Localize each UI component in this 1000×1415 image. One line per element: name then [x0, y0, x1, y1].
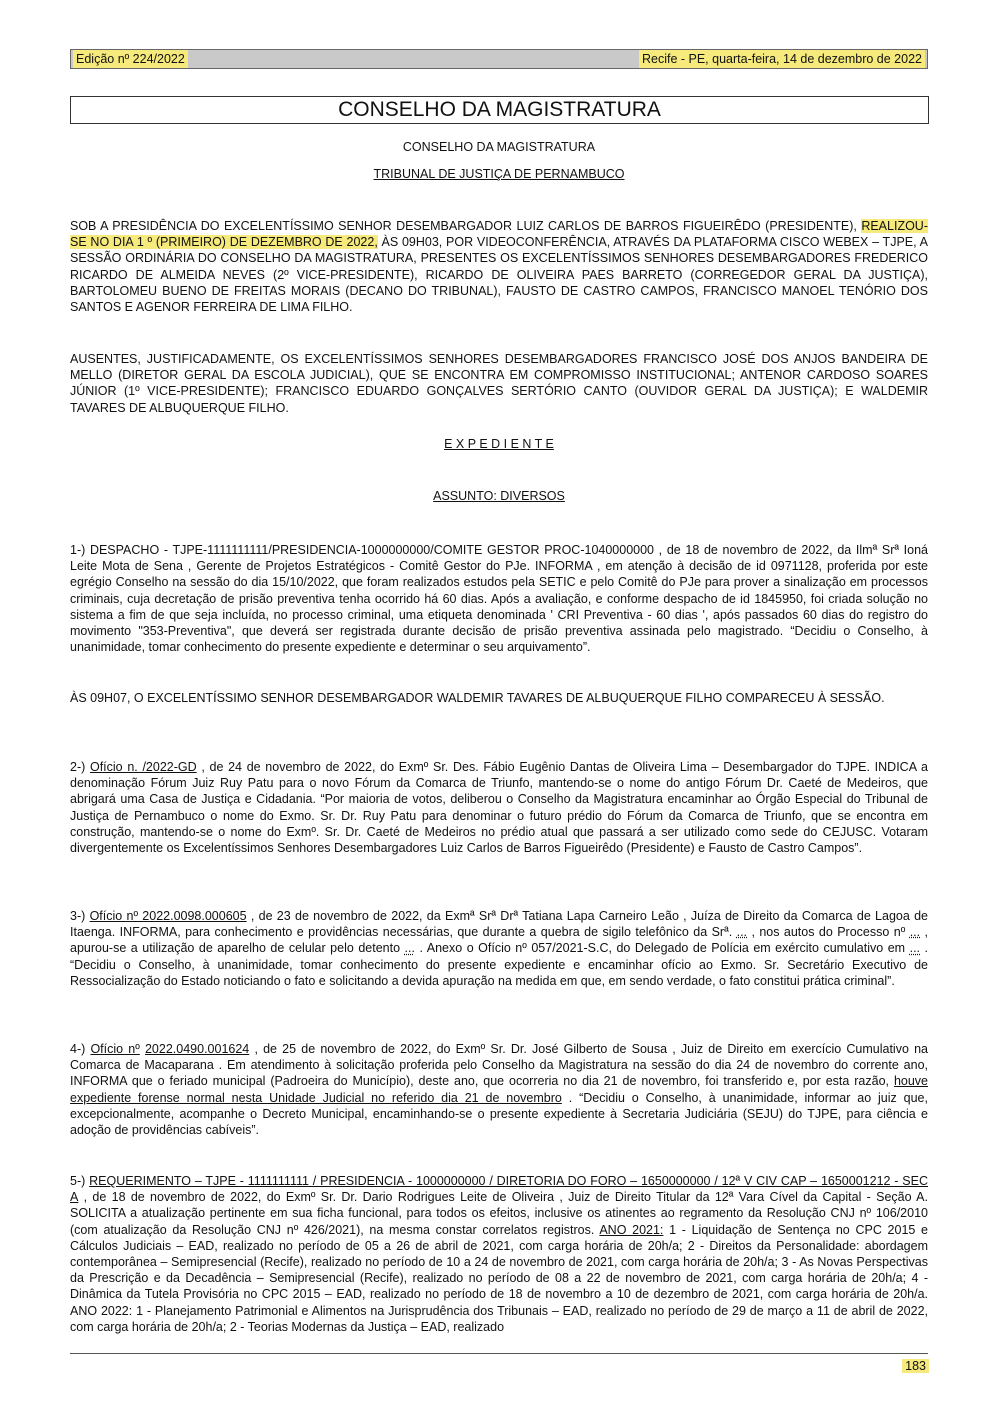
footer-divider	[70, 1353, 928, 1354]
item-3-link[interactable]: Ofício nº 2022.0098.000605	[89, 909, 247, 923]
item-3-prefix: 3-)	[70, 909, 90, 923]
assunto-heading: ASSUNTO: DIVERSOS	[433, 489, 565, 503]
item-1: 1-) DESPACHO - TJPE-1111111111/PRESIDENCIA-1000000000/COMITE GESTOR PROC-1040000000 , de 18 de novembro de 2022, da Ilmª Srª Ioná Leite Mota de Sena , Gerente de Projetos Estratégicos - Comitê Gestor do PJe. INFORMA , em atenção à decisão de id 0971128, proferida por este egrégio Conselho na sessão do dia 15/10/2022, que foram realizados estudos pela SETIC e pelo Comitê do PJe para prover a sinalização em processos criminais, cuja decretação de prisão preventiva tenha ocorrido há 60 dias. Após a avaliação, e conforme despacho de id 1845950, foi criada solução no sistema a fim de que seja incluída, no processo criminal, uma etiqueta denominada ' CRI Preventiva - 60 dias ', após passados 60 dias do registro do movimento "353-Preventiva", que deverá ser registrada durante decisão de prisão preventiva assinada pelo magistrado. “Decidiu o Conselho, à unanimidade, tomar conhecimento do presente expediente e determinar o seu arquivamento”.	[70, 543, 928, 655]
item-5-prefix: 5-)	[70, 1174, 90, 1188]
item-4-prefix: 4-)	[70, 1042, 91, 1056]
item-5	[70, 1173, 928, 1335]
section-title: CONSELHO DA MAGISTRATURA	[70, 96, 929, 124]
expediente-heading: E X P E D I E N T E	[444, 437, 554, 451]
item-2-prefix: 2-)	[70, 760, 90, 774]
item-5-year-label: ANO 2021:	[599, 1222, 664, 1237]
item-2-text: , de 24 de novembro de 2022, do Exmº Sr. Des. Fábio Eugênio Dantas de Oliveira Lima – Desembargador do TJPE. INDICA a denominação Fórum Juiz Ruy Patu para o novo Fórum da Comarca de Triunfo, mantendo-se o nome do antigo Fórum Dr. Caeté de Medeiros, que abrigará uma Casa de Justiça e Cidadania. “Por maioria de votos, deliberou o Conselho da Magistratura encaminhar ao Órgão Especial do Tribunal de Justiça de Pernambuco o nome do Exmo. Sr. Dr. Ruy Patu para denominar o futuro prédio do Fórum da Comarca de Triunfo, que se encontra em construção, mantendo-se o nome do Exmº. Sr. Dr. Caeté de Medeiros no prédio atual que passará a ser utilizado como sede do CEJUSC. Votaram divergentemente os Excelentíssimos Senhores Desembargadores Luiz Carlos de Barros Figueirêdo (Presidente) e Fausto de Castro Campos”.	[70, 760, 929, 856]
item-3-redacted-2: ...	[909, 925, 921, 940]
item-3-text-b: , nos autos do Processo nº	[747, 925, 910, 940]
item-4-text-a: , de 25 de novembro de 2022, do Exmº Sr. Dr. José Gilberto de Sousa , Juiz de Direito em exercício Cumulativo na Comarca de Macaparana . Em atendimento à solicitação proferida pelo Conselho da Magistratura na sessão do dia 24 de novembro do corrente ano, INFORMA que o feriado municipal (Padroeira do Município), deste ano, que ocorreria no dia 21 de novembro, foi transferido e, por esta razão,	[70, 1042, 928, 1089]
page-number: 183	[902, 1359, 929, 1373]
date-label: Recife - PE, quarta-feira, 14 de dezembro de 2022	[639, 50, 925, 68]
assunto-wrap	[70, 489, 928, 503]
item-5-text-a: , de 18 de novembro de 2022, do Exmº Sr. Dr. Dario Rodrigues Leite de Oliveira , Juiz de Direito Titular da 12ª Vara Cível da Capital - Seção A. SOLICITA a atualização pertinente em sua ficha funcional, para todos os efeitos, inclusive os atinentes ao regramento da Resolução CNJ nº 106/2010 (com atualização da Resolução CNJ nº 426/2021), na mesma constar correlatos registros.	[70, 1190, 928, 1237]
item-5-link[interactable]: REQUERIMENTO – TJPE - 1111111111 / PRESIDENCIA - 1000000000 / DIRETORIA DO FORO – 1650000000 / 12ª V CIV CAP – 1650001212 - SEC A	[70, 1174, 929, 1205]
item-3-text-a: , de 23 de novembro de 2022, da Exmª Srª Drª Tatiana Lapa Carneiro Leão , Juíza de Direito da Comarca de Lagoa de Itaenga. INFORMA, para conhecimento e providências necessárias, que durante a quebra de sigilo telefônico da Srª.	[70, 909, 928, 940]
page-header	[70, 49, 928, 69]
item-3-text-e: . “Decidiu o Conselho, à unanimidade, tomar conhecimento do presente expediente e encaminhar ofício ao Exmo. Sr. Secretário Executivo de Ressocialização do Estado noticiando o fato e solicitando a devida apuração na medida em que, em sendo verdade, o fato constitui prática criminal”.	[70, 941, 928, 988]
subtitle-court-wrap	[70, 167, 928, 181]
item-2	[70, 759, 928, 856]
expediente-wrap	[70, 437, 928, 451]
item-3	[70, 908, 928, 989]
edition-label: Edição nº 224/2022	[73, 50, 188, 68]
intro-paragraph	[70, 218, 928, 315]
absent-paragraph: AUSENTES, JUSTIFICADAMENTE, OS EXCELENTÍSSIMOS SENHORES DESEMBARGADORES FRANCISCO JOSÉ DOS ANJOS BANDEIRA DE MELLO (DIRETOR GERAL DA ESCOLA JUDICIAL), QUE SE ENCONTRA EM COMPROMISSO INSTITUCIONAL; ANTENOR CARDOSO SOARES JÚNIOR (1º VICE-PRESIDENTE); FRANCISCO EDUARDO GONÇALVES SERTÓRIO CANTO (OUVIDOR GERAL DA JUSTIÇA); E WALDEMIR TAVARES DE ALBUQUERQUE FILHO.	[70, 352, 928, 415]
item-4-text-b: . “Decidiu o Conselho, à unanimidade, informar ao juiz que, excepcionalmente, acompanhe o Decreto Municipal, encaminhando-se o presente expediente à Secretaria Judiciária (SEJU) do TJPE, para ciência e adoção de providências cabíveis”.	[70, 1090, 928, 1138]
session-note: ÀS 09H07, O EXCELENTÍSSIMO SENHOR DESEMBARGADOR WALDEMIR TAVARES DE ALBUQUERQUE FILHO COMPARECEU À SESSÃO.	[70, 691, 885, 705]
item-2-link[interactable]: Ofício n. /2022-GD	[89, 760, 197, 774]
item-3-text-d: . Anexo o Ofício nº 057/2021-S.C, do Delegado de Polícia em exército cumulativo em	[414, 941, 910, 956]
item-4-underlined: houve expediente forense normal nesta Unidade Judicial no referido dia 21 de novembro	[70, 1074, 928, 1105]
intro-text-a: SOB A PRESIDÊNCIA DO EXCELENTÍSSIMO SENHOR DESEMBARGADOR LUIZ CARLOS DE BARROS FIGUEIRÊDO (PRESIDENTE),	[70, 219, 862, 233]
item-5-text-b: 1 - Liquidação de Sentença no CPC 2015 e Cálculos Judiciais – EAD, realizado no período de 05 a 26 de abril de 2021, com carga horária de 20h/a; 2 - Direitos da Personalidade: abordagem contemporânea – Semipresencial (Recife), realizado no período de 10 a 24 de novembro de 2021, com carga horária de 20h/a; 3 - As Novas Perspectivas da Prescrição e da Decadência – Semipresencial (Recife), realizado no período de 08 a 22 de novembro de 2021, com carga horária de 20h/a; 4 - Dinâmica da Tutela Provisória no CPC 2015 – EAD, realizado no período de 18 de novembro a 10 de dezembro de 2021, com carga horária de 20h/a. ANO 2022: 1 - Planejamento Patrimonial e Alimentos na Jurisprudência dos Tribunais – EAD, realizado no período de 29 de março a 11 de abril de 2022, com carga horária de 20h/a; 2 - Teorias Modernas da Justiça – EAD, realizado	[70, 1222, 928, 1334]
item-3-text-c: , apurou-se a utilização de aparelho de celular pelo detento	[70, 925, 928, 956]
subtitle-council: CONSELHO DA MAGISTRATURA	[402, 140, 596, 154]
item-3-redacted-1: ...	[736, 925, 748, 940]
item-4	[70, 1041, 928, 1138]
item-3-redacted-3: ...	[404, 941, 415, 956]
item-4-link-label[interactable]: Ofício nº	[90, 1042, 140, 1056]
item-4-link-number[interactable]: 2022.0490.001624	[144, 1042, 250, 1056]
item-3-redacted-4: ...	[909, 941, 921, 956]
subtitle-court: TRIBUNAL DE JUSTIÇA DE PERNAMBUCO	[373, 167, 625, 181]
intro-highlight: REALIZOU-SE NO DIA 1 º (PRIMEIRO) DE DEZEMBRO DE 2022,	[70, 219, 928, 250]
intro-text-b: ÀS 09H03, POR VIDEOCONFERÊNCIA, ATRAVÉS DA PLATAFORMA CISCO WEBEX – TJPE, A SESSÃO ORDINÁRIA DO CONSELHO DA MAGISTRATURA, PRESENTES OS EXCELENTÍSSIMOS SENHORES DESEMBARGADORES FREDERICO RICARDO DE ALMEIDA NEVES (2º VICE-PRESIDENTE), RICARDO DE OLIVEIRA PAES BARRETO (CORREGEDOR GERAL DA JUSTIÇA), BARTOLOMEU BUENO DE FREITAS MORAIS (DECANO DO TRIBUNAL), FAUSTO DE CASTRO CAMPOS, FRANCISCO MANOEL TENÓRIO DOS SANTOS E AGENOR FERREIRA DE LIMA FILHO.	[70, 235, 928, 315]
